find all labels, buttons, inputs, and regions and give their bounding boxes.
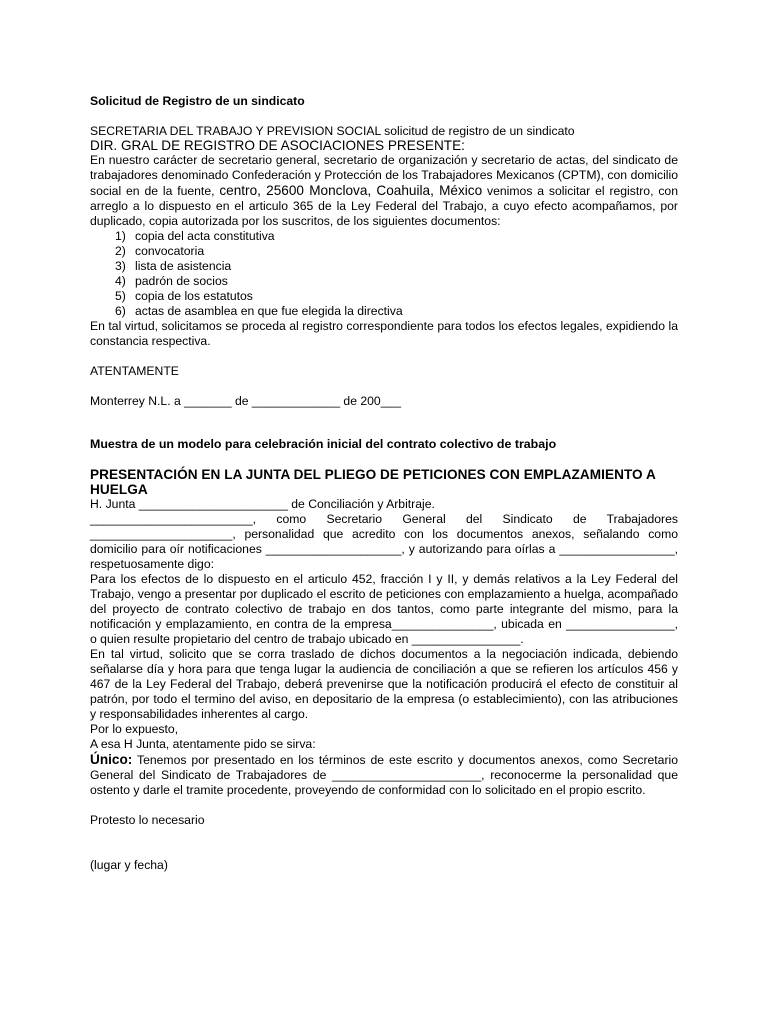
junta-line: H. Junta ______________________ de Conciliación y Arbitraje.: [90, 497, 435, 511]
list-item-text: actas de asamblea en que fue elegida la directiva: [135, 304, 403, 318]
list-item: [90, 229, 678, 244]
intro-text-a: En nuestro carácter de secretario general, secretario de organización y secretario de actas, del sindicato de trabajadores denominado Confederación y Protección de los Trabajadores Mexicanos (CPTM), con domicilio social en de la fuente,: [90, 153, 678, 198]
list-item-text: copia de los estatutos: [135, 289, 253, 303]
paragraph-efectos: Para los efectos de lo dispuesto en el articulo 452, fracción I y II, y demás relativos a la Ley Federal del Trabajo, vengo a presentar por duplicado el escrito de peticiones con emplazamiento a huelga, acompañado del proyecto de contrato colectivo de trabajo en dos tantos, como parte integrante del mismo, para la notificación y emplazamiento, en contra de la empresa_______________, ubicada en ________________, o quien resulte propietario del centro de trabajo ubicado en ________________.: [90, 572, 678, 646]
intro-place: centro, 25600 Monclova, Coahuila, México: [219, 183, 483, 198]
unico-text: Tenemos por presentado en los términos de este escrito y documentos anexos, como Secretario General del Sindicato de Trabajadores de ______________________, reconocerme la personalidad que ostento y darle el tramite procedente, proveyendo de conformidad con lo solicitado en el propio escrito.: [90, 753, 678, 797]
list-item: [90, 244, 678, 259]
por-lo-expuesto: Por lo expuesto,: [90, 722, 179, 736]
list-item-number: 6): [115, 304, 126, 318]
place-date-line: Monterrey N.L. a _______ de _____________ de 200___: [90, 394, 402, 408]
list-item-text: padrón de socios: [135, 274, 228, 288]
list-item-number: 2): [115, 244, 126, 258]
list-item-number: 5): [115, 289, 126, 303]
list-item: [90, 259, 678, 274]
list-item: [90, 304, 678, 319]
unico-paragraph: [90, 752, 678, 798]
section-heading: Muestra de un modelo para celebración inicial del contrato colectivo de trabajo: [90, 437, 557, 451]
list-item-text: convocatoria: [135, 244, 205, 258]
list-item: [90, 274, 678, 289]
sign-off: ATENTAMENTE: [90, 364, 179, 378]
paragraph-virtud: En tal virtud, solicito que se corra traslado de dichos documentos a la negociación indicada, debiendo señalarse día y hora para que tenga lugar la audiencia de conciliación a que se refieren los artículos 456 y 467 de la Ley Federal del Trabajo, deberá prevenirse que la notificación producirá el efecto de constituir al patrón, por todo el termino del aviso, en depositario de la empresa (o establecimiento), con las atribuciones y responsabilidades inherentes al cargo.: [90, 647, 678, 721]
request-line: A esa H Junta, atentamente pido se sirva:: [90, 737, 316, 751]
list-item-text: lista de asistencia: [135, 259, 232, 273]
document-title: Solicitud de Registro de un sindicato: [90, 94, 305, 108]
list-item-number: 3): [115, 259, 126, 273]
unico-label: Único:: [90, 752, 133, 767]
intro-text-b: venimos a solicitar el registro, con arreglo a lo dispuesto en el articulo 365 de la Ley Federal del Trabajo, a cuyo efecto acompañamos, por duplicado, copia autorizada por los suscritos, de los siguientes documentos:: [90, 184, 678, 228]
closing-paragraph: En tal virtud, solicitamos se proceda al registro correspondiente para todos los efectos legales, expidiendo la constancia respectiva.: [90, 319, 678, 348]
list-item-text: copia del acta constitutiva: [135, 229, 275, 243]
protesto-line: Protesto lo necesario: [90, 813, 205, 827]
paragraph-secretario: ________________________, como Secretario General del Sindicato de Trabajadores _____________________, personalidad que acredito con los documentos anexos, señalando como domicilio para oír notificaciones ____________________, y autorizando para oírlas a _________________, respetuosamente digo:: [90, 512, 678, 571]
list-item-number: 1): [115, 229, 126, 243]
document-body: [90, 94, 678, 873]
list-item: [90, 289, 678, 304]
documents-list: [90, 229, 678, 319]
intro-paragraph: [90, 153, 678, 229]
addressee-line-1: SECRETARIA DEL TRABAJO Y PREVISION SOCIAL solicitud de registro de un sindicato: [90, 124, 575, 138]
addressee-line-2: DIR. GRAL DE REGISTRO DE ASOCIACIONES PRESENTE:: [90, 138, 465, 153]
list-item-number: 4): [115, 274, 126, 288]
section-subheading: PRESENTACIÓN EN LA JUNTA DEL PLIEGO DE PETICIONES CON EMPLAZAMIENTO A HUELGA: [90, 467, 656, 497]
lugar-fecha-line: (lugar y fecha): [90, 858, 168, 872]
